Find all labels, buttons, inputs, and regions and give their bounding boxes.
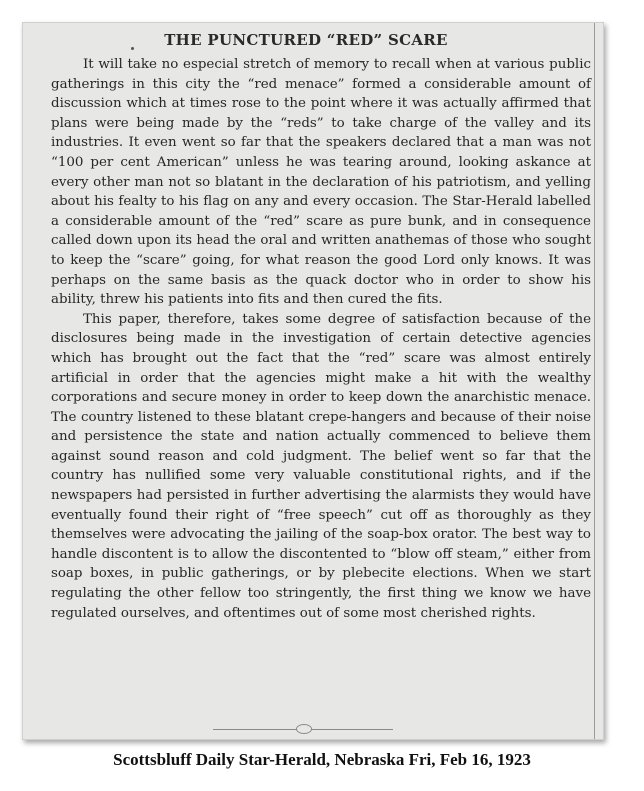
article-body	[51, 55, 591, 623]
column-rule	[594, 23, 595, 739]
article-paragraph-1: It will take no especial stretch of memory to recall when at various public gatherings in this city the “red menace” formed a considerable amount of discussion which at times rose to the point where it was actually affirmed that plans were being made by the “reds” to take charge of the valley and its industries. It even went so far that the speakers declared that a man was not “100 per cent American” unless he was tearing around, looking askance at every other man not so blatant in the declaration of his patriotism, and yelling about his fealty to his flag on any and every occasion. The Star-Herald labelled a considerable amount of the “red” scare as pure bunk, and in consequence called down upon its head the oral and written anathemas of those who sought to keep the “scare” going, for what reason the good Lord only knows. It was perhaps on the same basis as the quack doctor who in order to show his ability, threw his patients into fits and then cured the fits.	[51, 57, 591, 308]
source-caption: Scottsbluff Daily Star-Herald, Nebraska Fri, Feb 16, 1923	[113, 750, 531, 769]
article-title: THE PUNCTURED “RED” SCARE	[164, 31, 448, 49]
newspaper-clipping	[22, 22, 604, 740]
article-paragraph-2: This paper, therefore, takes some degree of satisfaction because of the disclosures being made in the investigation of certain detective agencies which has brought out the fact that the “red” scare was almost entirely artificial in order that the agencies might make a hit with the wealthy corporations and secure money in order to keep down the anarchistic menace. The country listened to these blatant crepe-hangers and because of their noise and persistence the state and nation actually commenced to believe them against sound reason and cold judgment. The belief went so far that the country has nullified some very valuable constitutional rights, and if the newspapers had persisted in further advertising the alarmists they would have eventually found their right of “free speech” cut off as thoroughly as they themselves were advocating the jailing of the soap-box orator. The best way to handle discontent is to allow the discontented to “blow off steam,” either from soap boxes, in public gatherings, or by plebecite elections. When we start regulating the other fellow too stringently, the first thing we know we have regulated ourselves, and oftentimes out of some most cherished rights.	[51, 311, 591, 621]
end-ornament	[296, 724, 312, 734]
